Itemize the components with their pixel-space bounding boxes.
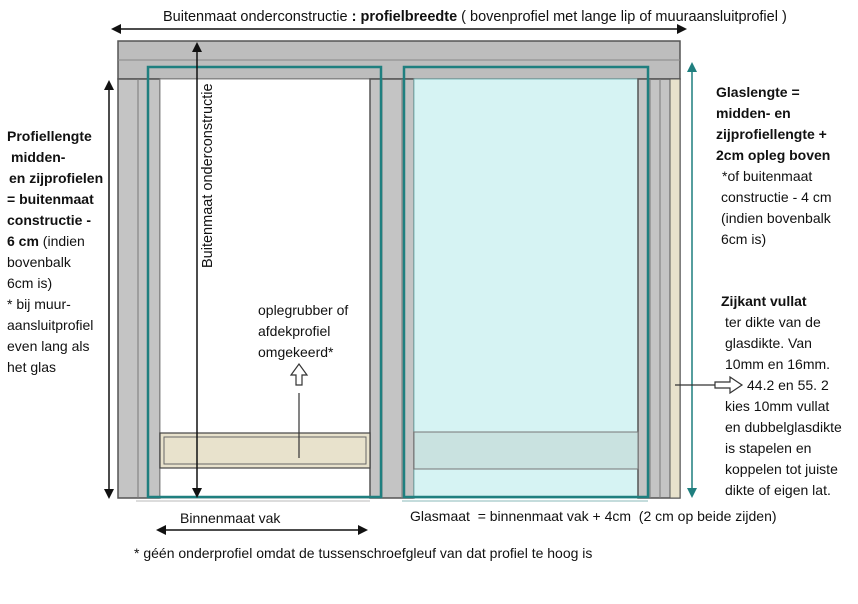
side-line-6: en dubbelglasdikte — [725, 419, 842, 435]
glass-line-3: zijprofiellengte + — [716, 126, 827, 142]
side-line-7: is stapelen en — [725, 440, 812, 456]
side-line-9: dikte of eigen lat. — [725, 482, 831, 498]
vertical-dimension-label: Buitenmaat onderconstructie — [200, 83, 216, 268]
left-line-6b: (indien — [38, 233, 85, 249]
top-dimension-label — [163, 7, 787, 28]
glass-line-8: 6cm is) — [721, 231, 767, 247]
bearing-strip — [160, 433, 370, 468]
glass-bottom-strip — [414, 432, 638, 469]
top-label-part3: ( bovenprofiel met lange lip of muuraansluitprofiel ) — [457, 9, 787, 25]
left-line-5: constructie - — [7, 212, 92, 228]
left-annotation — [7, 126, 103, 378]
top-label-part1: Buitenmaat onderconstructie — [163, 9, 348, 25]
glass-line-5: *of buitenmaat — [722, 168, 813, 184]
left-line-12: het glas — [7, 359, 57, 375]
side-filler-annotation — [721, 291, 842, 501]
center-line-3: omgekeerd* — [258, 344, 334, 360]
glass-width-label — [410, 506, 777, 527]
left-line-3: en zijprofielen — [9, 170, 104, 186]
top-label-part2: : profielbreedte — [347, 9, 458, 25]
glass-line-7: (indien bovenbalk — [721, 210, 831, 226]
glass-line-6: constructie - 4 cm — [721, 189, 832, 205]
center-line-2: afdekprofiel — [258, 323, 331, 339]
glass-length-annotation — [716, 82, 831, 250]
left-line-6a: 6 cm — [7, 233, 39, 249]
left-line-10: aansluitprofiel — [7, 317, 94, 333]
side-line-8: koppelen tot juiste — [725, 461, 838, 477]
left-line-2: midden- — [11, 149, 66, 165]
left-line-4: = buitenmaat — [7, 191, 94, 207]
left-line-11: even lang als — [7, 338, 90, 354]
left-line-8: 6cm is) — [7, 275, 53, 291]
side-filler-strip — [670, 79, 680, 498]
left-line-7: bovenbalk — [7, 254, 71, 270]
left-line-9: * bij muur- — [7, 296, 71, 312]
glass-line-4: 2cm opleg boven — [716, 147, 831, 163]
glass-width-label-a: Glasmaat — [410, 508, 470, 524]
middle-post — [370, 79, 414, 498]
inner-width-label: Binnenmaat vak — [180, 510, 281, 526]
glass-width-label-b: = binnenmaat vak + 4cm (2 cm op beide zijden) — [469, 508, 777, 524]
glass-line-1: Glaslengte = — [716, 84, 800, 100]
bearing-annotation — [258, 300, 348, 363]
footnote: * géén onderprofiel omdat de tussenschroefgleuf van dat profiel te hoog is — [134, 545, 593, 561]
side-line-2: glasdikte. Van — [725, 335, 812, 351]
side-title: Zijkant vullat — [721, 293, 807, 309]
side-line-3: 10mm en 16mm. — [725, 356, 831, 372]
left-post — [118, 79, 160, 498]
glass-line-2: midden- en — [716, 105, 791, 121]
center-line-1: oplegrubber of — [258, 302, 349, 318]
side-line-4: 44.2 en 55. 2 — [747, 377, 829, 393]
side-line-1: ter dikte van de — [725, 314, 821, 330]
side-line-5: kies 10mm vullat — [725, 398, 830, 414]
left-line-1: Profiellengte — [7, 128, 92, 144]
